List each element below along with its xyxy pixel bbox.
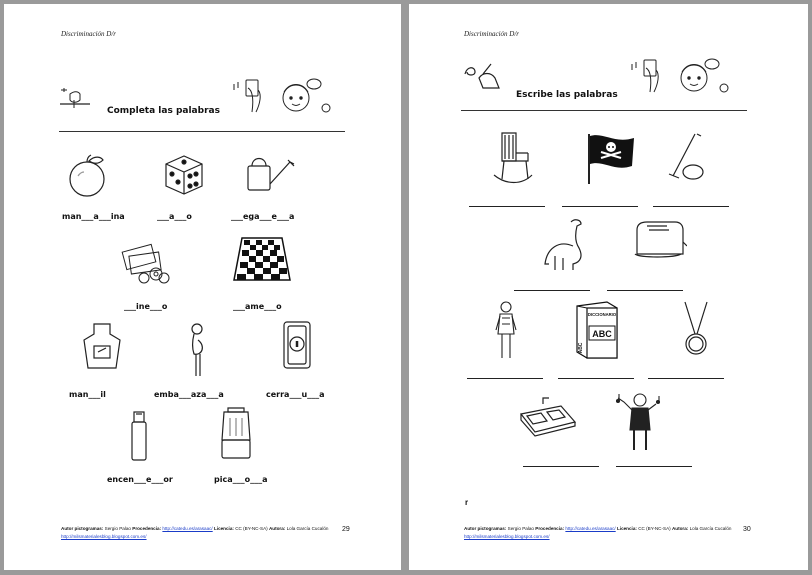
toaster-icon [631,218,687,262]
page-header: Discriminación D/r [61,30,117,38]
worksheet-page-left [4,4,401,570]
pirate-flag-icon [585,132,637,184]
dictionary-spine: ABC [578,342,584,354]
word-blank-4[interactable]: ___ine___o [124,302,168,311]
write-line-7[interactable] [558,378,634,379]
card-speaker-icon [232,76,338,118]
write-line-10[interactable] [616,466,692,467]
license-value: CC (BY-NC-SA) [638,526,671,531]
page-number: 29 [342,526,350,533]
dictionary-cover-label: DICCIONARIO [587,312,617,317]
source-link[interactable]: http://catedu.es/arasaac/ [162,526,213,531]
card-speaker-icon [630,56,736,98]
write-line-8[interactable] [648,378,724,379]
footer-blog [464,534,550,539]
dice-icon [162,152,206,196]
write-line-2[interactable] [562,206,638,207]
mincer-icon [216,406,256,464]
watering-can-icon [242,154,298,194]
write-line-9[interactable] [523,466,599,467]
lighter-icon [128,410,150,462]
worksheet-page-right [409,4,808,570]
writing-hand-icon [461,60,505,92]
source-label: Procedencia: [132,526,162,531]
medal-icon [681,300,711,358]
author-name: Sergio Palao [104,526,131,531]
conductor-icon [615,390,665,452]
authora-label: Autora: [268,526,286,531]
vacuum-cleaner-icon [665,132,707,184]
source-link[interactable]: http://catedu.es/arasaac/ [565,526,616,531]
word-blank-2[interactable]: ___a___o [157,212,192,221]
write-line-5[interactable] [607,290,683,291]
authora-label: Autora: [671,526,689,531]
worksheet-title: Escribe las palabras [516,90,618,100]
pointing-hand-icon [58,80,92,114]
money-icon [120,240,172,286]
worksheet-title: Completa las palabras [107,106,220,116]
dinosaur-icon [541,216,591,272]
rocking-chair-icon [492,129,534,185]
word-blank-7[interactable]: emba___aza___a [154,390,224,399]
page-number: 30 [743,526,751,533]
blog-link[interactable]: http://milsmaterialesblog.blogspot.com.es/ [61,534,147,539]
word-blank-9[interactable]: encen___e___or [107,475,173,484]
dictionary-letters: ABC [592,329,612,339]
title-underline [461,110,747,111]
dictionary-icon [575,300,619,360]
license-label: Licencia: [213,526,234,531]
word-blank-10[interactable]: pica___o___a [214,475,268,484]
write-line-4[interactable] [514,290,590,291]
source-label: Procedencia: [535,526,565,531]
word-blank-8[interactable]: cerra___u___a [266,390,325,399]
pregnant-woman-icon [184,322,214,378]
knight-armor-icon [493,300,519,360]
write-line-6[interactable] [467,378,543,379]
stray-letter: r [465,498,469,507]
word-blank-1[interactable]: man___a___ina [62,212,125,221]
license-label: Licencia: [616,526,637,531]
write-line-3[interactable] [653,206,729,207]
title-underline [59,131,345,132]
authora-name: Lola García Cucalón [689,526,732,531]
word-blank-6[interactable]: man___il [69,390,106,399]
authora-name: Lola García Cucalón [286,526,329,531]
lock-icon [282,320,312,370]
word-blank-3[interactable]: ___ega___e___a [231,212,295,221]
footer-credits [61,526,328,531]
author-label: Autor pictogramas: [61,526,104,531]
apron-icon [80,322,124,370]
chessboard-icon [232,236,292,282]
license-value: CC (BY-NC-SA) [235,526,268,531]
write-line-1[interactable] [469,206,545,207]
footer-blog [61,534,147,539]
page-header: Discriminación D/r [464,30,520,38]
author-label: Autor pictogramas: [464,526,507,531]
footer-credits [464,526,731,531]
blog-link[interactable]: http://milsmaterialesblog.blogspot.com.es/ [464,534,550,539]
author-name: Sergio Palao [507,526,534,531]
word-blank-5[interactable]: ___ame___o [233,302,282,311]
apple-icon [64,152,110,198]
sink-icon [517,396,577,442]
